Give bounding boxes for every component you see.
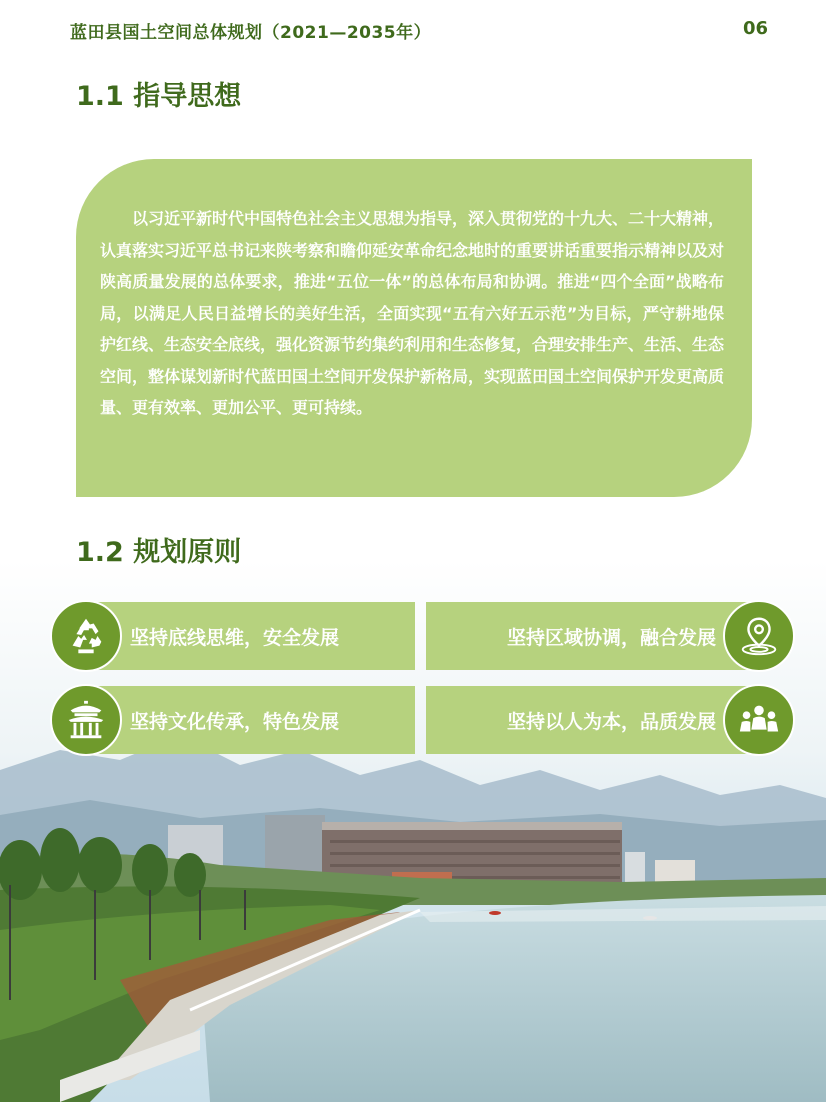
principle-label: 坚持文化传承，特色发展 [130, 710, 340, 733]
pavilion-icon [50, 684, 122, 756]
guiding-ideology-box [76, 159, 752, 497]
location-pin-icon [723, 600, 795, 672]
principle-label: 坚持底线思维，安全发展 [130, 626, 340, 649]
principle-label: 坚持以人为本，品质发展 [506, 710, 716, 733]
principle-people-oriented [426, 686, 768, 754]
section-title-planning-principles: 1.2 规划原则 [76, 537, 242, 568]
recycle-icon [50, 600, 122, 672]
principle-bottom-line [78, 602, 415, 670]
document-header-title: 蓝田县国土空间总体规划（2021—2035年） [70, 23, 432, 43]
principle-label: 坚持区域协调，融合发展 [506, 626, 716, 649]
principle-cultural-heritage [78, 686, 415, 754]
page-number: 06 [742, 18, 768, 39]
guiding-ideology-paragraph: 以习近平新时代中国特色社会主义思想为指导，深入贯彻党的十九大、二十大精神，认真落实习近平总书记来陕考察和瞻仰延安革命纪念地时的重要讲话重要指示精神以及对陕高质量发展的总体要求，推进“五位一体”的总体布局和协调。推进“四个全面”战略布局，以满足人民日益增长的美好生活，全面实现“五有六好五示范”为目标，严守耕地保护红线、生态安全底线，强化资源节约集约利用和生态修复，合理安排生产、生活、生态空间，整体谋划新时代蓝田国土空间开发保护新格局，实现蓝田国土空间保护开发更高质量、更有效率、更加公平、更可持续。 [100, 209, 725, 417]
principle-regional-coordination [426, 602, 768, 670]
people-icon [723, 684, 795, 756]
section-title-guiding-ideology: 1.1 指导思想 [76, 81, 242, 112]
